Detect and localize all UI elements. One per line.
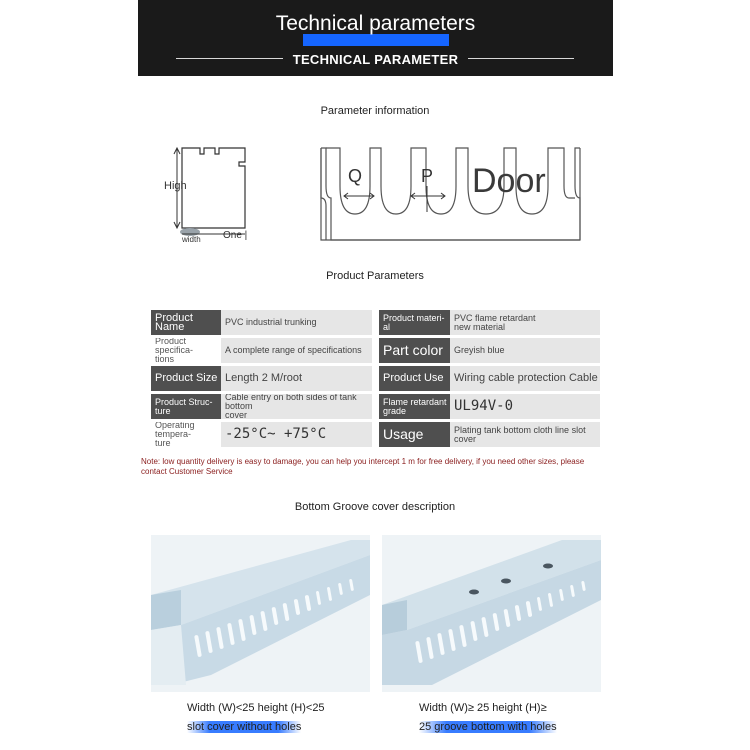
slot-profile-diagram (318, 146, 583, 244)
usage-value: Plating tank bottom cloth line slot cover (450, 422, 600, 447)
part-color-label: Part color (379, 338, 450, 363)
part-color-value: Greyish blue (450, 338, 600, 363)
flame-retardant-grade-label: Flame retardant grade (379, 394, 450, 419)
trunking-without-holes-image (151, 535, 370, 692)
slot-cover-without-holes-photo (151, 535, 370, 692)
right-caption-line1: Width (W)≥ 25 height (H)≥ (419, 702, 547, 714)
product-size-label: Product Size (151, 366, 221, 391)
right-caption-line2-text: 25 groove bottom with holes (419, 721, 557, 733)
flame-retardant-grade-value: UL94V-0 (450, 394, 600, 419)
left-caption-line2-text: slot cover without holes (187, 721, 302, 733)
product-name-label: Product Name (151, 310, 221, 335)
width-label: width (182, 235, 201, 244)
high-label: High (164, 180, 187, 192)
product-size-value: Length 2 M/root (221, 366, 372, 391)
product-material-value: PVC flame retardant new material (450, 310, 600, 335)
product-structure-value: Cable entry on both sides of tank bottom cover (221, 394, 372, 419)
operating-temperature-label: Operating tempera- ture (151, 422, 221, 447)
left-caption-line2 (187, 717, 301, 737)
left-caption-line1: Width (W)<25 height (H)<25 (187, 702, 325, 714)
parameter-info-heading: Parameter information (320, 105, 430, 117)
product-parameters-heading: Product Parameters (326, 270, 424, 282)
right-caption-line2 (419, 717, 557, 737)
cross-section-diagram (160, 142, 260, 246)
operating-temperature-value: -25°C~ +75°C (221, 422, 372, 447)
page-title: Technical parameters (275, 12, 476, 35)
delivery-note: Note: low quantity delivery is easy to damage, you can help you intercept 1 m for free delivery, if you need other sizes, please contact Customer Service (141, 457, 585, 476)
page-subtitle: TECHNICAL PARAMETER (292, 52, 459, 67)
trunking-with-holes-image (382, 535, 601, 692)
product-specifications-label: Product specifica- tions (151, 338, 221, 363)
product-name-value: PVC industrial trunking (221, 310, 372, 335)
one-label: One | (223, 230, 248, 241)
product-use-label: Product Use (379, 366, 450, 391)
usage-label: Usage (379, 422, 450, 447)
groove-bottom-with-holes-photo (382, 535, 601, 692)
product-specifications-value: A complete range of specifications (221, 338, 372, 363)
bottom-groove-heading: Bottom Groove cover description (294, 501, 456, 513)
door-label: Door (472, 162, 546, 200)
product-use-value: Wiring cable protection Cable (450, 366, 600, 391)
product-structure-label: Product Struc- ture (151, 394, 221, 419)
q-label: Q (348, 166, 363, 186)
p-label: P (421, 166, 434, 186)
header-banner (138, 0, 613, 76)
parameters-table (151, 310, 601, 450)
product-material-label: Product materi- al (379, 310, 450, 335)
